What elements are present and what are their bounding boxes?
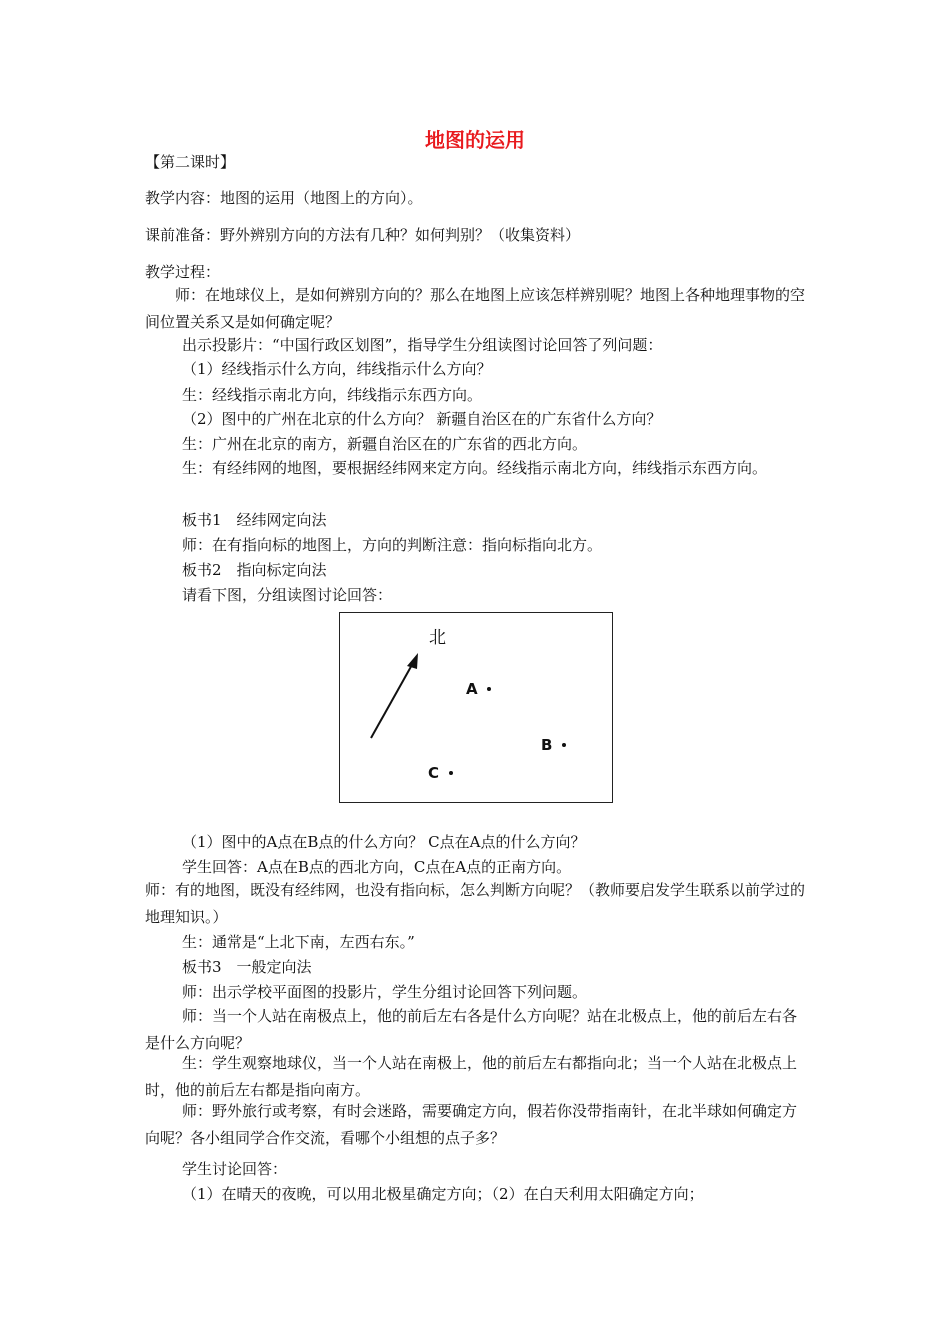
document-title: 地图的运用 [425,128,525,152]
board-note-3: 板书3 一般定向法 [182,958,312,976]
answer-1: 生：经线指示南北方向，纬线指示东西方向。 [182,386,483,404]
board-note-2: 板书2 指向标定向法 [182,561,327,579]
question-1: （1）经线指示什么方向，纬线指示什么方向？ [182,360,492,378]
paragraph: （1）在晴天的夜晚，可以用北极星确定方向；（2）在白天利用太阳确定方向； [182,1185,704,1203]
figure-answer: 学生回答：A点在B点的西北方向，C点在A点的正南方向。 [182,858,572,876]
paragraph: 请看下图，分组读图讨论回答： [182,586,393,604]
point-c-label: C [428,764,440,782]
paragraph: 师：出示学校平面图的投影片，学生分组讨论回答下列问题。 [182,983,588,1001]
board-note-1: 板书1 经纬网定向法 [182,511,327,529]
answer-2: 生：广州在北京的南方，新疆自治区在的广东省的西北方向。 [182,435,588,453]
point-b-label: B [541,736,553,754]
paragraph: 学生讨论回答： [182,1160,288,1178]
direction-figure [339,612,613,803]
section-label: 【第二课时】 [145,153,236,171]
paragraph: 出示投影片：“中国行政区划图”，指导学生分组读图讨论回答了列问题： [182,336,663,354]
process-heading: 教学过程： [145,263,221,281]
north-arrow-icon [340,613,614,804]
point-a-label: A [466,680,478,698]
point-b-dot [562,743,566,747]
paragraph: 生：通常是“上北下南，左西右东。” [182,933,415,951]
paragraph: 师：野外旅行或考察，有时会迷路，需要确定方向，假若你没带指南针，在北半球如何确定方向呢？各小组同学合作交流，看哪个小组想的点子多？ [145,1102,798,1147]
paragraph: 师：当一个人站在南极点上，他的前后左右各是什么方向呢？站在北极点上，他的前后左右各是什么方向呢？ [145,1007,798,1052]
paragraph: 师：有的地图，既没有经纬网，也没有指向标，怎么判断方向呢？（教师要启发学生联系以前学过的地理知识。） [145,881,806,926]
class-preparation: 课前准备：野外辨别方向的方法有几种？如何判别？（收集资料） [145,226,581,244]
paragraph-intro: 师：在地球仪上，是如何辨别方向的？那么在地图上应该怎样辨别呢？地图上各种地理事物的空间位置关系又是如何确定呢？ [145,286,806,331]
point-a-dot [487,687,491,691]
paragraph-summary: 生：有经纬网的地图，要根据经纬网来定方向。经线指示南北方向，纬线指示东西方向。 [182,459,768,477]
figure-question: （1）图中的A点在B点的什么方向？ C点在A点的什么方向？ [182,833,586,851]
paragraph: 生：学生观察地球仪，当一个人站在南极上，他的前后左右都指向北；当一个人站在北极点上时，他的前后左右都是指向南方。 [145,1054,798,1099]
paragraph: 师：在有指向标的地图上，方向的判断注意：指向标指向北方。 [182,536,603,554]
teaching-content: 教学内容：地图的运用（地图上的方向）。 [145,189,423,207]
question-2: （2）图中的广州在北京的什么方向？ 新疆自治区在的广东省什么方向？ [182,410,662,428]
point-c-dot [449,771,453,775]
north-label: 北 [429,628,446,648]
